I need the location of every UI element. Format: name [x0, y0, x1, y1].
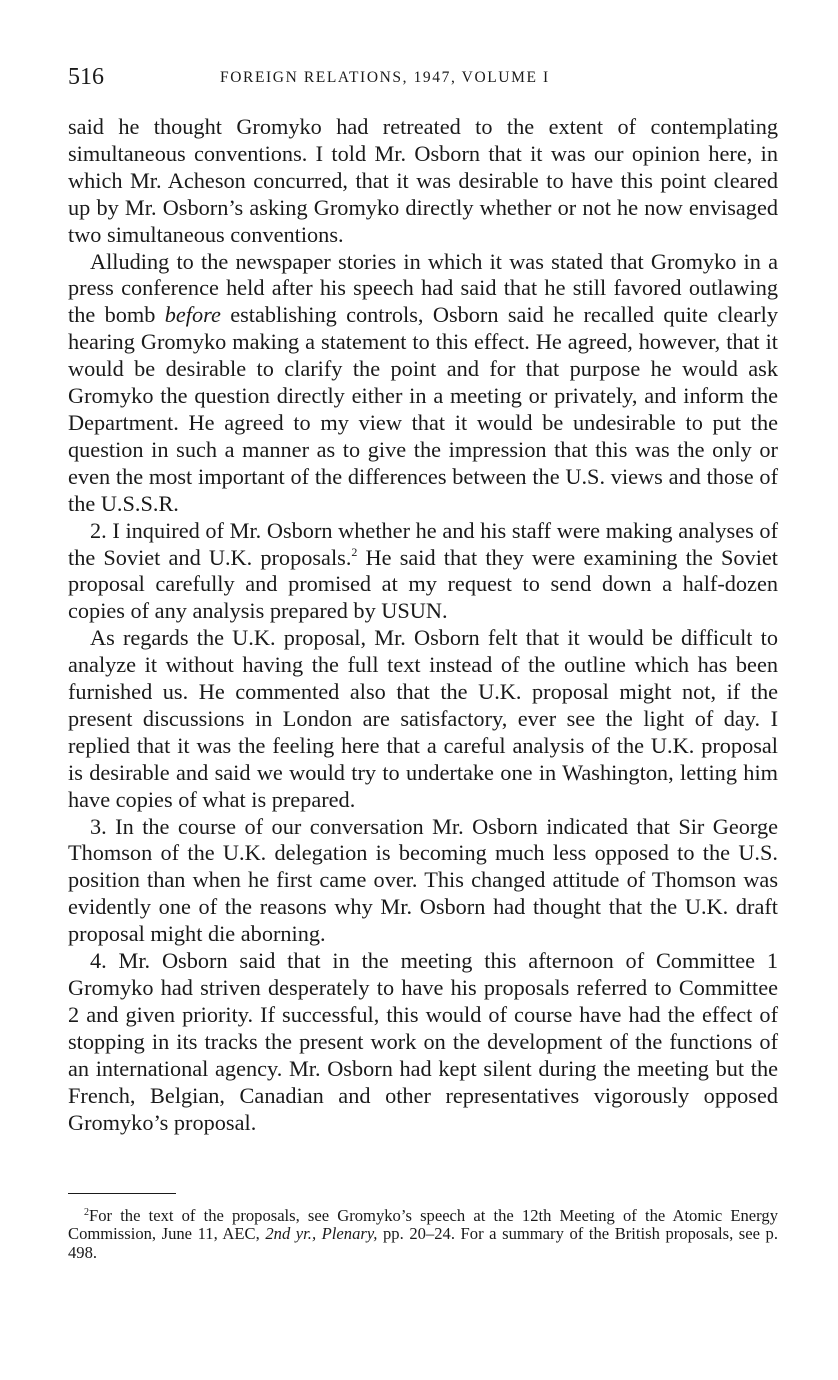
body-text [68, 114, 778, 1136]
footnotes [68, 1207, 778, 1262]
footnote-text: pp. 20–24. For a summary of the British proposals, see p. 498. [68, 1224, 778, 1262]
paragraph-uk-proposal: As regards the U.K. proposal, Mr. Osborn felt that it would be difficult to analyze it without having the full text instead of the outline which has been furnished us. He commented also that the U.K. proposal might not, if the present discussions in London are satisfactory, ever see the light of day. I replied that it was the feeling here that a careful analysis of the U.K. proposal is desirable and said we would try to undertake one in Washington, letting him have copies of what is prepared. [68, 625, 778, 812]
paragraph-text: Alluding to the newspaper stories in which it was stated that Gromyko in a press conference held after his speech had said that he still favored outlawing the bomb [68, 248, 778, 328]
paragraph-continuation: said he thought Gromyko had retreated to the extent of contemplating simultaneous conventions. I told Mr. Osborn that it was our opinion here, in which Mr. Acheson concurred, that it was desirable to have this point cleared up by Mr. Osborn’s asking Gromyko directly whether or not he now envisaged two simultaneous conventions. [68, 114, 778, 247]
paragraph-item-2 [68, 518, 778, 626]
paragraph-text: 2. I inquired of Mr. Osborn whether he and his staff were making analyses of the Soviet and U.K. proposals. [68, 517, 778, 570]
footnote-2 [68, 1207, 778, 1262]
paragraph-item-3: 3. In the course of our conversation Mr. Osborn indicated that Sir George Thomson of the U.K. delegation is becoming much less opposed to the U.S. position than when he first came over. This changed attitude of Thomson was evidently one of the reasons why Mr. Osborn had thought that the U.K. draft proposal might die aborning. [68, 813, 778, 947]
paragraph-item-4: 4. Mr. Osborn said that in the meeting this afternoon of Committee 1 Gromyko had striven desperately to have his proposals referred to Committee 2 and given priority. If successful, this would of course have had the effect of stopping in its tracks the present work on the development of the functions of an international agency. Mr. Osborn had kept silent during the meeting but the French, Belgian, Canadian and other representatives vigorously opposed Gromyko’s proposal. [68, 948, 778, 1135]
page-header [68, 62, 780, 92]
footnote-text: For the text of the proposals, see Gromyko’s speech at the 12th Meeting of the Atomic Energy Commission, June 11, AEC, [68, 1206, 778, 1244]
page-number: 516 [68, 64, 104, 90]
footnote-italic: 2nd yr., Plenary, [265, 1224, 378, 1244]
paragraph-text: establishing controls, Osborn said he recalled quite clearly hearing Gromyko making a statement to this effect. He agreed, however, that it would be desirable to clarify the point and for that purpose he would ask Gromyko the question directly either in a meeting or privately, and inform the Department. He agreed to my view that it would be undesirable to put the question in such a manner as to give the impression that this was the only or even the most important of the differences between the U.S. views and those of the U.S.S.R. [68, 302, 778, 516]
paragraph-gromyko-press-conference [68, 249, 778, 518]
running-title: FOREIGN RELATIONS, 1947, VOLUME I [220, 69, 550, 86]
footnote-mark: 2 [84, 1207, 89, 1218]
italic-emphasis: before [164, 302, 221, 328]
footnote-divider [68, 1193, 176, 1194]
paragraph-text: He said that they were examining the Soviet proposal carefully and promised at my request to send down a half-dozen copies of any analysis prepared by USUN. [68, 544, 778, 624]
footnote-reference: 2 [351, 544, 358, 559]
